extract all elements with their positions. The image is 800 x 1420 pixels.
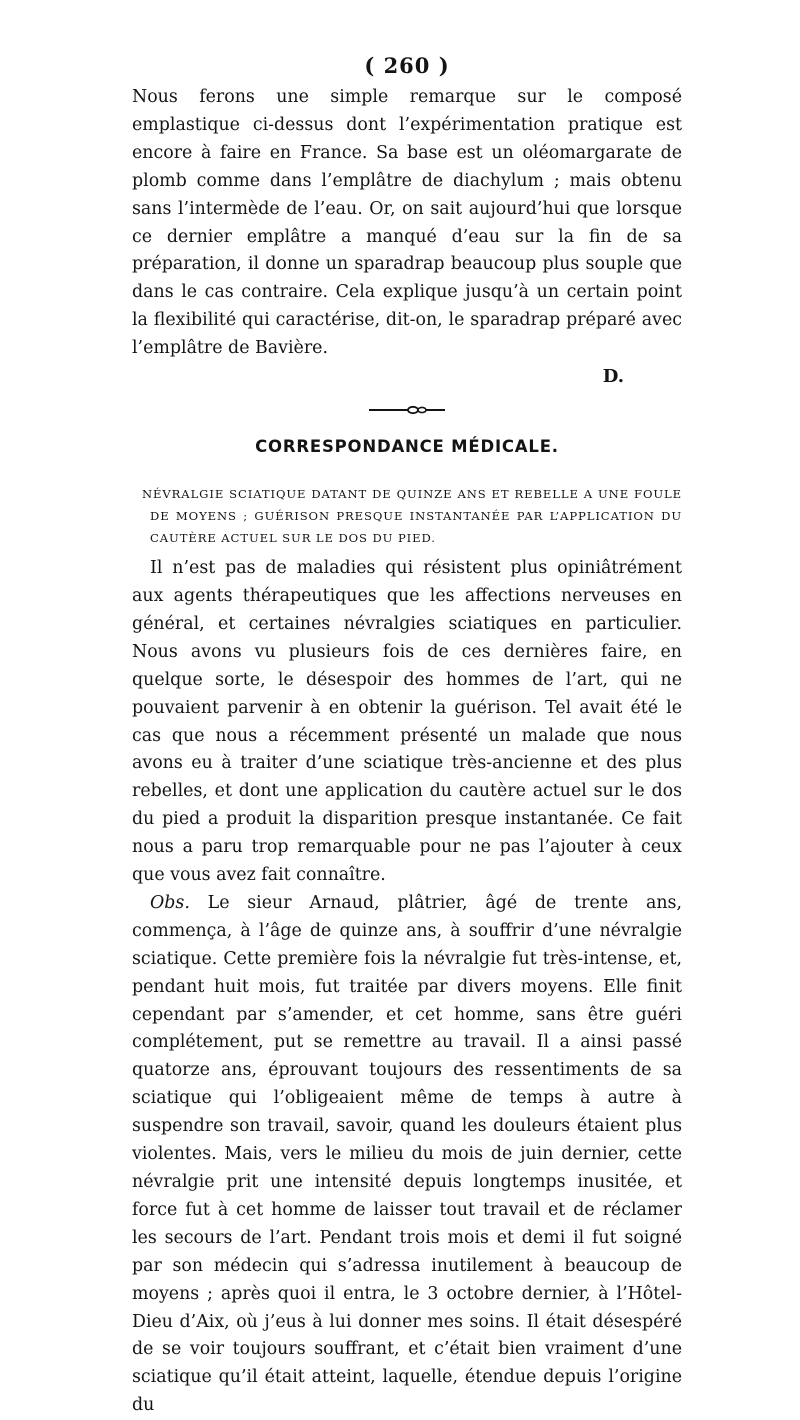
signature: D. [602,366,624,388]
case-title: NÉVRALGIE SCIATIQUE DATANT DE QUINZE ANS ET REBELLE A UNE FOULE DE MOYENS ; GUÉRISON PRESQUE INSTANTANÉE PAR L’APPLICATION DU CAUTÈRE ACTUEL SUR LE DOS DU PIED. [142,487,682,546]
page-number: ( 260 ) [364,53,450,78]
paragraph-remarque: Nous ferons une simple remarque sur le composé emplastique ci-dessus dont l’expérimentation pratique est encore à faire en France. Sa base est un oléomargarate de plomb comme dans l’emplâtre de diachylum ; mais obtenu sans l’intermède de l’eau. Or, on sait aujourd’hui que lorsque ce dernier emplâtre a manqué d’eau sur la fin de sa préparation, il donne un sparadrap beaucoup plus souple que dans le cas contraire. Cela explique jusqu’à un certain point la flexibilité qui caractérise, dit-on, le sparadrap préparé avec l’emplâtre de Bavière. [132,87,682,359]
page [132,52,682,1420]
section-title: CORRESPONDANCE MÉDICALE. [255,437,559,457]
observation-text: Le sieur Arnaud, plâtrier, âgé de trente ans, commença, à l’âge de quinze ans, à souffrir d’une névralgie sciatique. Cette première fois la névralgie fut très-intense, et, pendant huit mois, fut traitée par divers moyens. Elle finit cependant par s’amender, et cet homme, sans être guéri complétement, put se remettre au travail. Il a ainsi passé quatorze ans, éprouvant toujours des ressentiments de sa sciatique qui l’obligeaient même de temps à autre à suspendre son travail, savoir, quand les douleurs étaient plus violentes. Mais, vers le milieu du mois de juin dernier, cette névralgie prit une intensité depuis longtemps inusitée, et force fut à cet homme de laisser tout travail et de réclamer les secours de l’art. Pendant trois mois et demi il fut soigné par son médecin qui s’adressa inutilement à beaucoup de moyens ; après quoi il entra, le 3 octobre dernier, à l’Hôtel-Dieu d’Aix, où j’eus à lui donner mes soins. Il était désespéré de se voir toujours souffrant, et c’était bien vraiment d’une sciatique qu’il était atteint, laquelle, étendue depuis l’origine du [132,892,683,1416]
paragraph-introduction: Il n’est pas de maladies qui résistent plus opiniâtrément aux agents thérapeutiques que les affections nerveuses en général, et certaines névralgies sciatiques en particulier. Nous avons vu plusieurs fois de ces dernières faire, en quelque sorte, le désespoir des hommes de l’art, qui ne pouvaient parvenir à en obtenir la guérison. Tel avait été le cas que nous a récemment présenté un malade que nous avons eu à traiter d’une sciatique très-ancienne et des plus rebelles, et dont une application du cautère actuel sur le dos du pied a produit la disparition presque instantanée. Ce fait nous a paru trop remarquable pour ne pas l’ajouter à ceux que vous avez fait connaître. [132,558,682,886]
obs-label: Obs. [150,892,190,913]
paragraph-observation [132,890,682,1420]
section-divider-ornament [367,405,447,415]
